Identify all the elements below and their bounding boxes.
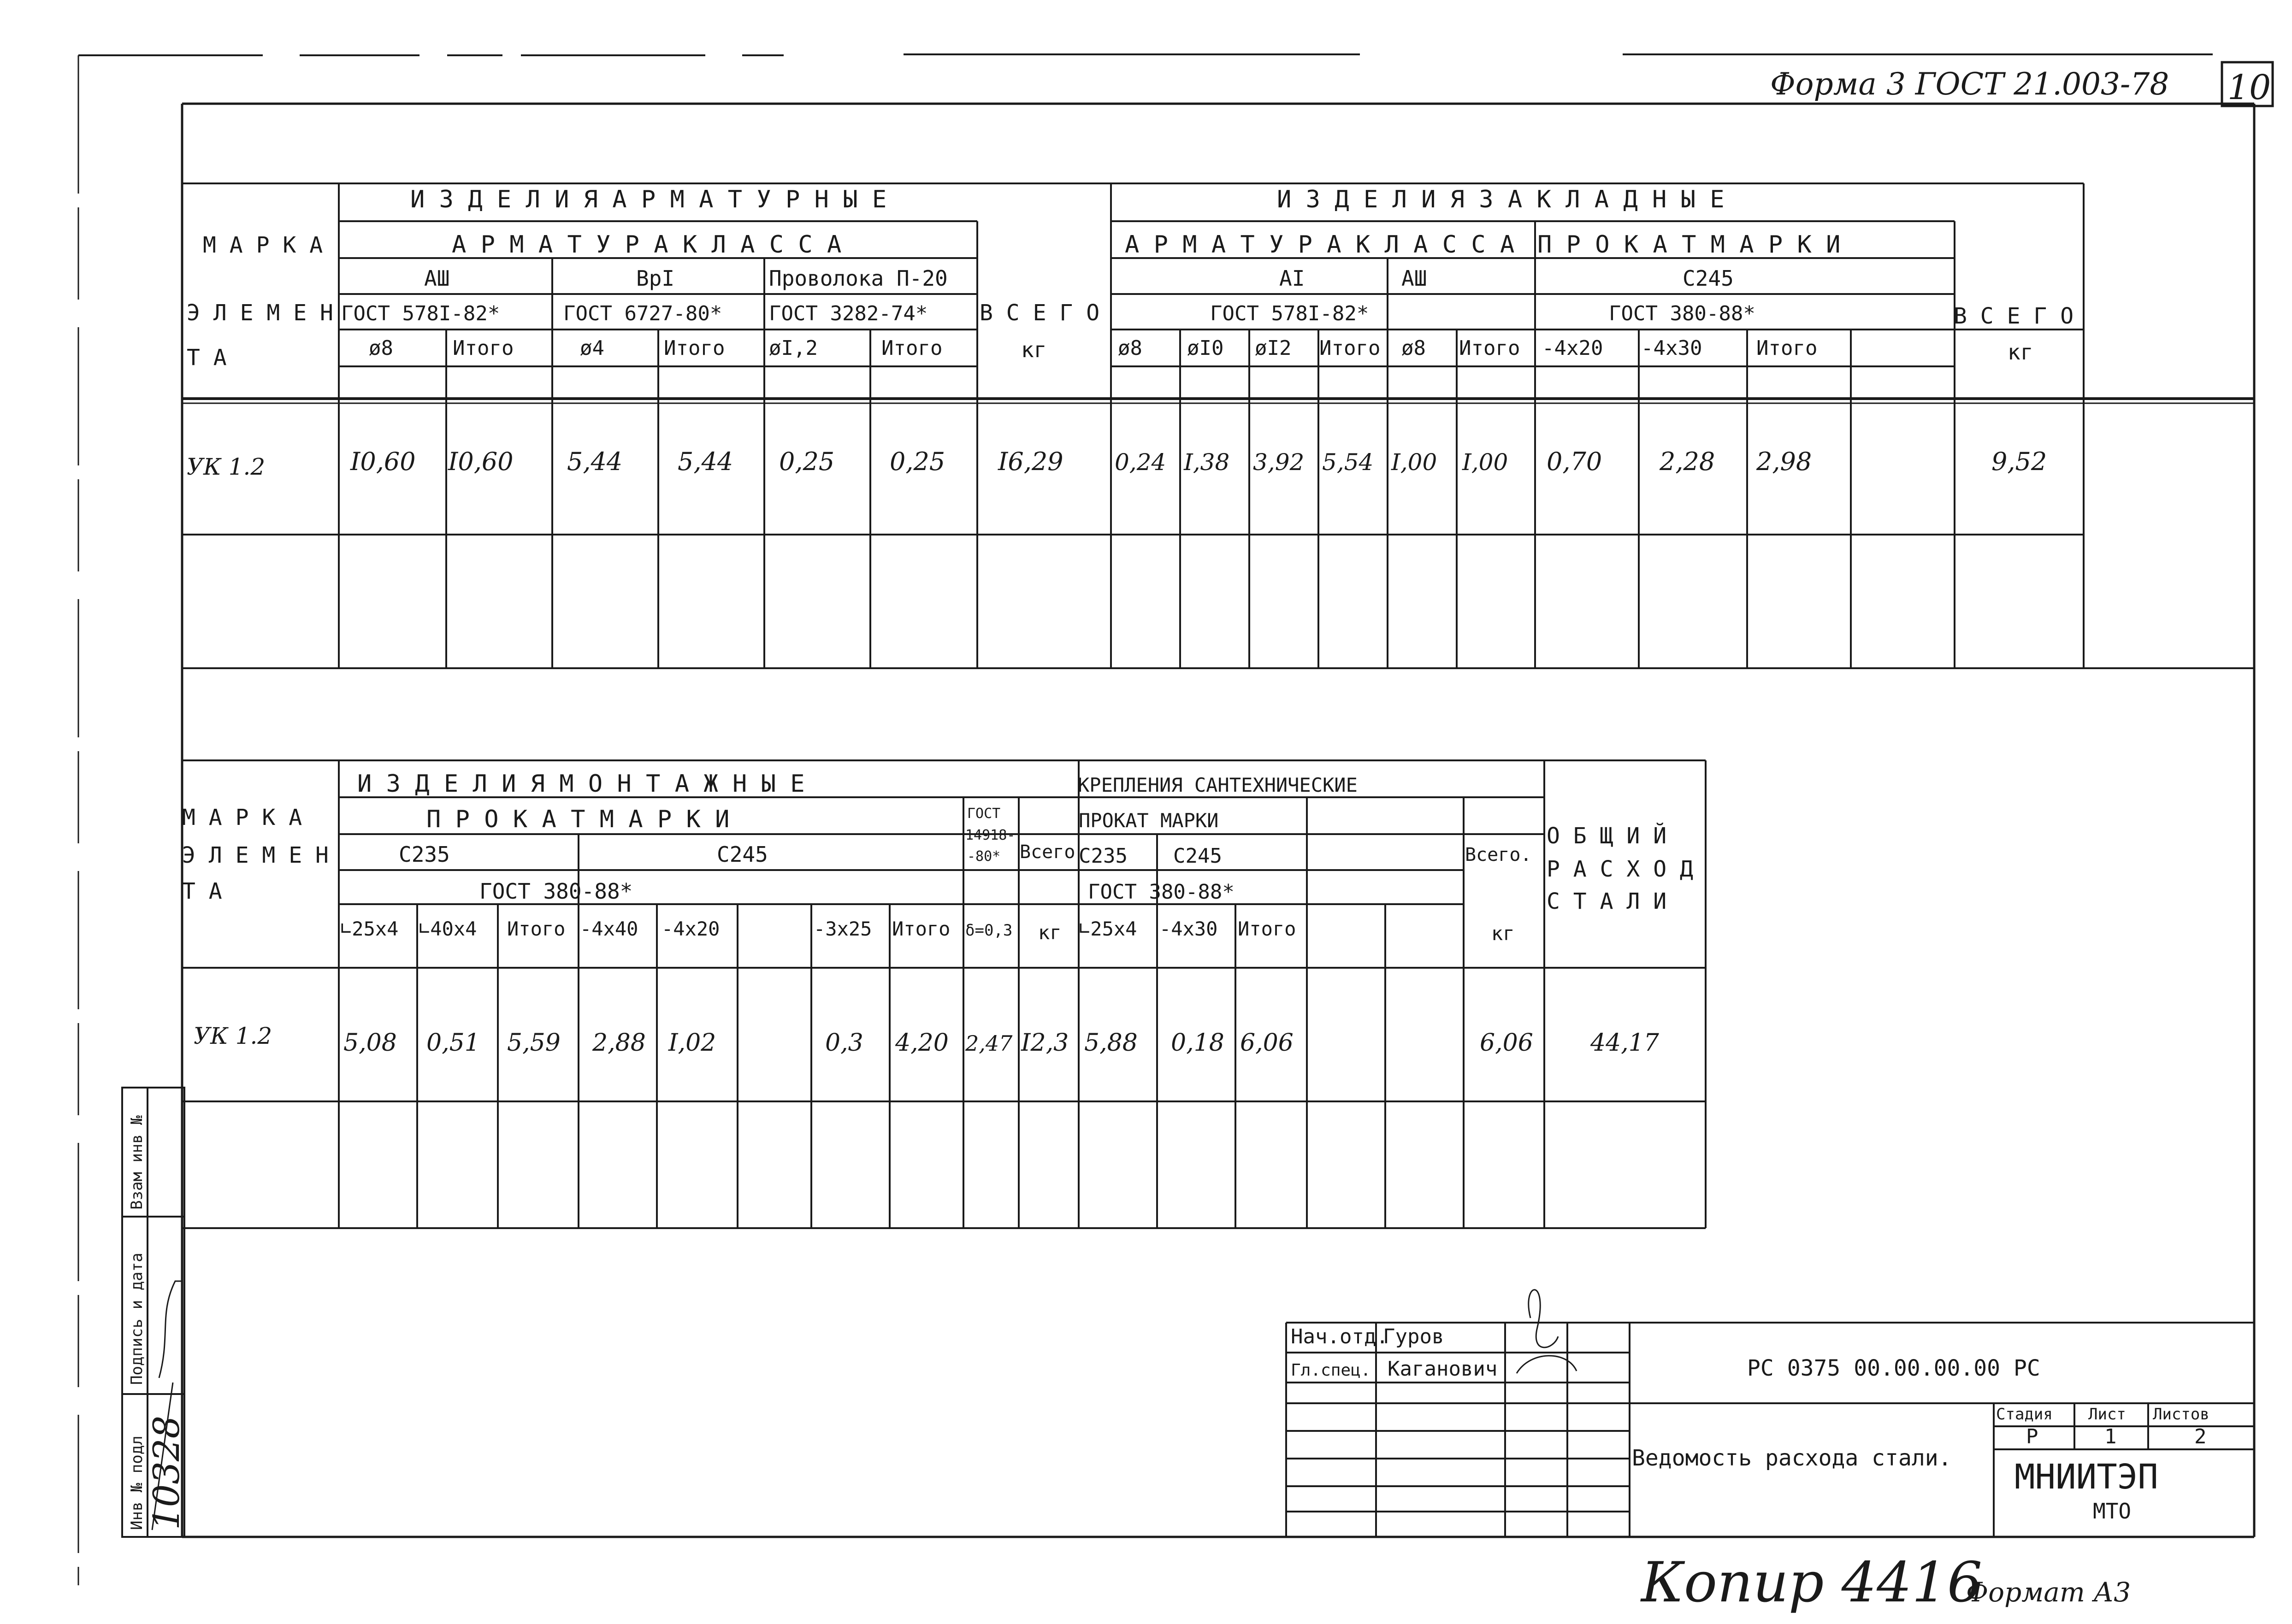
- col-emb-total-1: Итого: [1319, 336, 1381, 360]
- cell-emb-total-3: 2,98: [1756, 447, 1812, 476]
- col-emb-d8: ø8: [1118, 336, 1142, 360]
- sanitary-c235: С235: [1079, 844, 1128, 868]
- cell-s-4x30: 0,18: [1171, 1029, 1224, 1057]
- col-rebar-d12: øI,2: [769, 336, 818, 360]
- cell-rebar-total-2: 5,44: [678, 447, 733, 476]
- col-m-4x40: -4х40: [580, 918, 638, 940]
- col-s-4x30: -4х30: [1159, 918, 1218, 940]
- table-rebar-embedded: [182, 183, 2254, 668]
- page-number: 10: [2227, 68, 2271, 107]
- rebar-column-headers: [369, 336, 942, 360]
- table-row: [187, 447, 2047, 480]
- mounting-c245: С245: [717, 842, 768, 867]
- col-rebar-total-2: Итого: [664, 336, 725, 360]
- col-rebar-total-1: Итого: [453, 336, 514, 360]
- rebar-class-title: А Р М А Т У Р А К Л А С С А: [452, 231, 842, 259]
- role-head-dept: Нач.отд.: [1291, 1325, 1388, 1348]
- sanitary-vsego: Всего.: [1465, 844, 1532, 865]
- embedded-total-unit: кг: [2008, 340, 2033, 365]
- col-rebar-total-3: Итого: [881, 336, 943, 360]
- mounting-vsego-unit: кг: [1038, 921, 1062, 944]
- marka2-header-3: Т А: [182, 878, 222, 904]
- group-embedded-title: И З Д Е Л И Я З А К Л А Д Н Ы Е: [1277, 186, 1725, 213]
- cell-overall-total: 44,17: [1590, 1029, 1659, 1057]
- cell-m-4x40: 2,88: [592, 1029, 646, 1057]
- role-chief-spec: Гл.спец.: [1291, 1361, 1371, 1380]
- class-wire: Проволока П-20: [769, 266, 948, 291]
- cell-rebar-total-1: I0,60: [448, 447, 514, 476]
- sanitary-vsego-unit: кг: [1491, 922, 1515, 945]
- table-row: [194, 1023, 1660, 1057]
- marka-header-1: М А Р К А: [203, 232, 323, 258]
- col-m-thickness: δ=0,3: [965, 921, 1013, 940]
- embedded-total-label: В С Е Г О: [1954, 303, 2074, 329]
- class-vr1: ВрI: [636, 266, 675, 291]
- row-mark: УК 1.2: [187, 453, 266, 480]
- org-dept: МТО: [2093, 1499, 2132, 1524]
- class-a3-embedded: АШ: [1401, 266, 1427, 291]
- col-m-25x4: ∟25х4: [340, 918, 399, 940]
- marka-header-3: Т А: [187, 345, 227, 371]
- col-emb-d8-a3: ø8: [1401, 336, 1426, 360]
- cell-emb-total-1: 5,54: [1322, 449, 1374, 476]
- side-inv-number: 10328: [146, 1415, 188, 1530]
- cell-emb-d12: 3,92: [1253, 449, 1305, 476]
- cell-s-total: 6,06: [1240, 1029, 1294, 1057]
- stage-value: Р: [2026, 1425, 2038, 1448]
- cell-s-grand-total: 6,06: [1480, 1029, 1533, 1057]
- table-mounting-sanitary: [182, 760, 1706, 1228]
- cell-emb-4x20: 0,70: [1547, 447, 1602, 476]
- overall-label-3: С Т А Л И: [1547, 888, 1667, 914]
- title-block: [1286, 1290, 2254, 1537]
- cell-rebar-grand-total: I6,29: [998, 447, 1063, 476]
- steel-c245: С245: [1683, 266, 1734, 291]
- footer-copy: Копир 4416: [1641, 1551, 1983, 1615]
- cell-emb-d8: 0,24: [1115, 449, 1166, 476]
- mounting-vsego: Всего: [1020, 841, 1075, 863]
- col-emb-total-3: Итого: [1756, 336, 1818, 360]
- rebar-total-unit: кг: [1021, 337, 1047, 362]
- col-s-total: Итого: [1238, 918, 1296, 940]
- side-label-inv-podl: Инв № подл: [128, 1436, 146, 1530]
- sheets-value: 2: [2194, 1425, 2207, 1448]
- embedded-column-headers: [1118, 336, 1817, 360]
- group-rebar-title: И З Д Е Л И Я А Р М А Т У Р Н Ы Е: [410, 186, 887, 213]
- cell-rebar-d8: I0,60: [350, 447, 416, 476]
- sanitary-rolled-title: ПРОКАТ МАРКИ: [1079, 809, 1219, 832]
- cell-m-total-2: 4,20: [895, 1029, 949, 1057]
- col-s-25x4: ∟25х4: [1079, 918, 1137, 940]
- cell-m-3x25: 0,3: [825, 1029, 863, 1057]
- col-emb-total-2: Итого: [1459, 336, 1520, 360]
- col-m-total-1: Итого: [507, 918, 566, 940]
- marka2-header-1: М А Р К А: [182, 805, 302, 830]
- doc-code: РС 0375 00.00.00.00 РС: [1747, 1355, 2040, 1381]
- sheet-label: Лист: [2088, 1405, 2126, 1424]
- doc-title: Ведомость расхода стали.: [1632, 1445, 1952, 1471]
- side-stamp: [122, 1088, 188, 1537]
- marka-header-2: Э Л Е М Е Н: [187, 300, 333, 326]
- col-m-3x25: -3х25: [814, 918, 872, 940]
- sanitary-column-headers: [1079, 918, 1296, 940]
- side-label-vzam: Взам инв №: [128, 1115, 146, 1210]
- sheet-value: 1: [2104, 1425, 2117, 1448]
- name-gurov: Гуров: [1383, 1325, 1444, 1348]
- cell-m-40x4: 0,51: [426, 1029, 480, 1057]
- class-a3: АШ: [424, 266, 450, 291]
- cell-rebar-d4: 5,44: [567, 447, 623, 476]
- col-emb-4x30: -4х30: [1641, 336, 1702, 360]
- class-a1: АI: [1279, 266, 1305, 291]
- cell-m-total-1: 5,59: [507, 1029, 561, 1057]
- cell-m-25x4: 5,08: [343, 1029, 397, 1057]
- mounting-c235: С235: [399, 842, 450, 867]
- gost-14918-line-3: -80*: [967, 848, 1001, 865]
- overall-label-1: О Б Щ И Й: [1547, 823, 1667, 849]
- gost-380: ГОСТ 380-88*: [1609, 302, 1755, 325]
- sanitary-gost-380: ГОСТ 380-88*: [1088, 880, 1235, 904]
- col-m-4x20: -4х20: [662, 918, 720, 940]
- rebar-total-label: В С Е Г О: [980, 300, 1100, 326]
- cell-m-grand-total: I2,3: [1021, 1029, 1069, 1057]
- mounting-column-headers: [340, 918, 1012, 940]
- col-m-40x4: ∟40х4: [419, 918, 477, 940]
- org-name: МНИИТЭП: [2014, 1457, 2158, 1497]
- cell-emb-total-2: I,00: [1462, 449, 1508, 476]
- gost-5781-embedded: ГОСТ 578I-82*: [1210, 302, 1369, 325]
- footer-format: Формат А3: [1966, 1577, 2131, 1608]
- name-kaganovich: Каганович: [1388, 1357, 1498, 1381]
- group-mounting-title: И З Д Е Л И Я М О Н Т А Ж Н Ы Е: [357, 770, 805, 798]
- embedded-rolled-title: П Р О К А Т М А Р К И: [1537, 231, 1841, 259]
- cell-m-thickness: 2,47: [965, 1031, 1013, 1056]
- cell-m-4x20: I,02: [668, 1029, 716, 1057]
- cell-wire-d12: 0,25: [779, 447, 835, 476]
- cell-emb-4x30: 2,28: [1660, 447, 1715, 476]
- cell-wire-total: 0,25: [890, 447, 945, 476]
- col-rebar-d4: ø4: [580, 336, 604, 360]
- gost-3282: ГОСТ 3282-74*: [769, 302, 928, 325]
- col-rebar-d8: ø8: [369, 336, 393, 360]
- row2-mark: УК 1.2: [194, 1023, 272, 1049]
- col-emb-4x20: -4х20: [1542, 336, 1603, 360]
- col-emb-d12: øI2: [1255, 336, 1292, 360]
- side-label-signature: Подпись и дата: [128, 1253, 146, 1385]
- embedded-rebar-class-title: А Р М А Т У Р А К Л А С С А: [1125, 231, 1515, 259]
- marka2-header-2: Э Л Е М Е Н: [182, 842, 329, 868]
- gost-14918-line-1: ГОСТ: [967, 806, 1001, 822]
- mounting-rolled-title: П Р О К А Т М А Р К И: [426, 806, 730, 833]
- cell-s-25x4: 5,88: [1084, 1029, 1138, 1057]
- mounting-gost-380: ГОСТ 380-88*: [479, 879, 633, 904]
- overall-label-2: Р А С Х О Д: [1547, 856, 1693, 882]
- col-emb-d10: øI0: [1187, 336, 1224, 360]
- col-m-total-2: Итого: [892, 918, 951, 940]
- sanitary-c245: С245: [1173, 844, 1222, 868]
- stage-label: Стадия: [1996, 1405, 2053, 1424]
- gost-14918-line-2: 14918-: [965, 827, 1016, 843]
- cell-emb-grand-total: 9,52: [1991, 447, 2047, 476]
- cell-emb-d8-a3: I,00: [1391, 449, 1437, 476]
- cell-emb-d10: I,38: [1184, 449, 1230, 476]
- sheets-label: Листов: [2153, 1405, 2209, 1424]
- form-label: Форма 3 ГОСТ 21.003-78: [1770, 66, 2169, 102]
- gost-5781: ГОСТ 578I-82*: [341, 302, 500, 325]
- gost-6727: ГОСТ 6727-80*: [563, 302, 722, 325]
- group-sanitary-title: КРЕПЛЕНИЯ САНТЕХНИЧЕСКИЕ: [1078, 774, 1358, 796]
